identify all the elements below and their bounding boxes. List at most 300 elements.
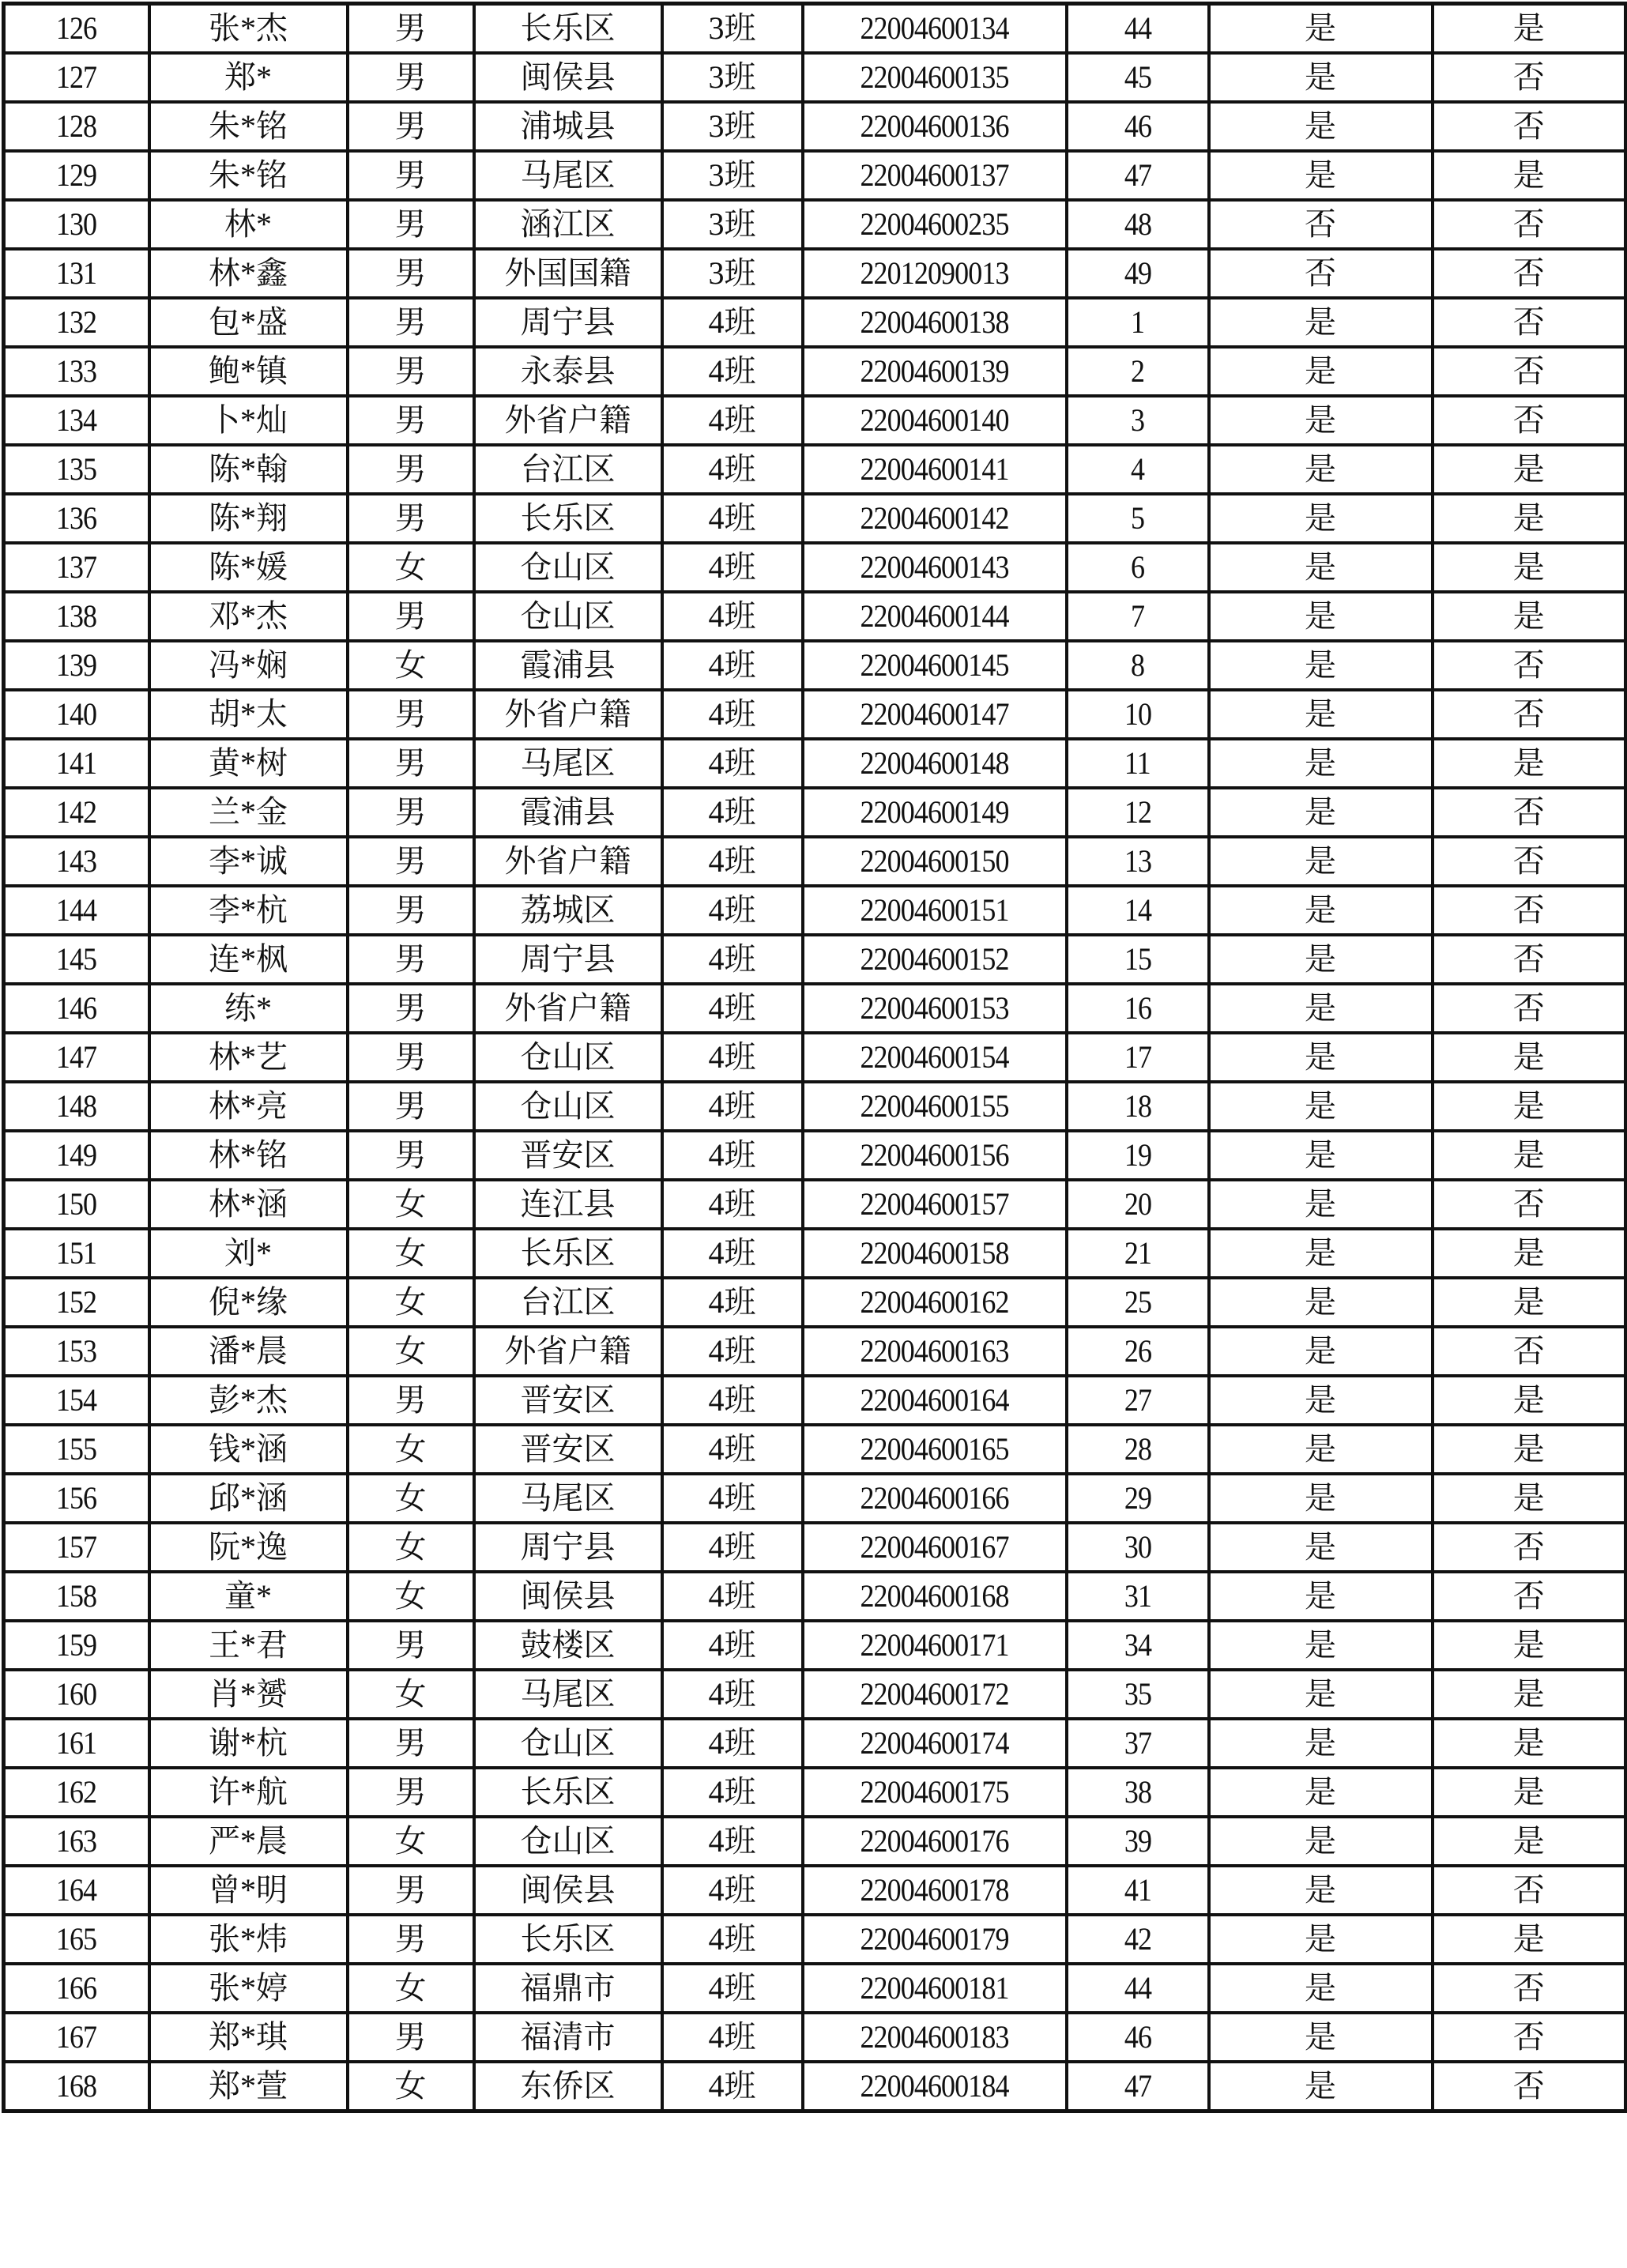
student-id-cell-text: 22004600178 bbox=[860, 1872, 1009, 1908]
flag-a-cell-text: 是 bbox=[1305, 402, 1336, 438]
district-cell-text: 仓山区 bbox=[520, 598, 616, 634]
student-name-cell-text: 彭*杰 bbox=[209, 1382, 288, 1418]
seat-number-cell-text: 31 bbox=[1124, 1578, 1151, 1614]
row-number-cell-text: 158 bbox=[56, 1578, 97, 1614]
flag-b-cell bbox=[1433, 788, 1626, 837]
class-cell-text: 4班 bbox=[708, 843, 756, 879]
student-name-cell-text: 林* bbox=[224, 206, 272, 242]
row-number-cell bbox=[4, 1915, 149, 1964]
flag-b-cell-text: 是 bbox=[1512, 451, 1545, 487]
seat-number-cell-text: 44 bbox=[1124, 10, 1151, 46]
flag-b-cell-text: 否 bbox=[1512, 794, 1545, 830]
seat-number-cell-text: 34 bbox=[1124, 1627, 1151, 1663]
table-body bbox=[4, 4, 1626, 2112]
row-number-cell-text: 140 bbox=[56, 696, 97, 732]
student-name-cell bbox=[149, 53, 348, 102]
class-cell-text: 4班 bbox=[708, 2068, 756, 2104]
district-cell-text: 马尾区 bbox=[520, 745, 616, 781]
gender-cell-text: 男 bbox=[394, 1039, 427, 1075]
flag-b-cell bbox=[1433, 935, 1626, 984]
student-id-cell-text: 22012090013 bbox=[860, 255, 1009, 291]
row-number-cell bbox=[4, 151, 149, 200]
district-cell bbox=[474, 935, 662, 984]
flag-a-cell bbox=[1209, 1523, 1433, 1572]
class-cell bbox=[662, 1523, 803, 1572]
student-name-cell bbox=[149, 1376, 348, 1425]
flag-a-cell-text: 是 bbox=[1305, 549, 1336, 585]
student-id-cell-text: 22004600135 bbox=[860, 59, 1009, 95]
seat-number-cell bbox=[1067, 396, 1209, 445]
row-number-cell-text: 155 bbox=[56, 1431, 97, 1467]
gender-cell bbox=[348, 1964, 474, 2013]
seat-number-cell-text: 5 bbox=[1130, 500, 1145, 536]
gender-cell-text: 男 bbox=[394, 1725, 427, 1761]
seat-number-cell bbox=[1067, 1866, 1209, 1915]
flag-b-cell-text: 是 bbox=[1512, 1676, 1545, 1712]
student-id-cell-text: 22004600144 bbox=[860, 598, 1009, 634]
seat-number-cell-text: 6 bbox=[1130, 549, 1145, 585]
class-cell-text: 4班 bbox=[708, 1921, 756, 1957]
flag-a-cell-text: 是 bbox=[1305, 10, 1336, 46]
flag-b-cell-text: 否 bbox=[1512, 2019, 1545, 2055]
student-name-cell bbox=[149, 2013, 348, 2062]
flag-b-cell-text: 是 bbox=[1512, 1039, 1545, 1075]
table-row bbox=[4, 1278, 1626, 1327]
student-name-cell-text: 邓*杰 bbox=[209, 598, 288, 634]
district-cell bbox=[474, 494, 662, 543]
student-name-cell-text: 郑*琪 bbox=[209, 2019, 288, 2055]
district-cell bbox=[474, 396, 662, 445]
district-cell bbox=[474, 1033, 662, 1082]
class-cell bbox=[662, 53, 803, 102]
class-cell bbox=[662, 1033, 803, 1082]
flag-b-cell bbox=[1433, 690, 1626, 739]
student-name-cell bbox=[149, 1229, 348, 1278]
seat-number-cell bbox=[1067, 1964, 1209, 2013]
seat-number-cell-text: 37 bbox=[1124, 1725, 1151, 1761]
gender-cell-text: 男 bbox=[394, 402, 427, 438]
seat-number-cell bbox=[1067, 1621, 1209, 1670]
flag-a-cell bbox=[1209, 886, 1433, 935]
flag-b-cell-text: 否 bbox=[1512, 941, 1545, 977]
student-id-cell bbox=[803, 151, 1067, 200]
flag-a-cell-text: 是 bbox=[1305, 1039, 1336, 1075]
class-cell-text: 4班 bbox=[708, 1725, 756, 1761]
table-row bbox=[4, 1327, 1626, 1376]
class-cell bbox=[662, 1572, 803, 1621]
seat-number-cell-text: 48 bbox=[1124, 206, 1151, 242]
gender-cell-text: 女 bbox=[394, 1284, 427, 1320]
district-cell bbox=[474, 102, 662, 151]
student-id-cell bbox=[803, 1915, 1067, 1964]
table-row bbox=[4, 592, 1626, 641]
flag-a-cell bbox=[1209, 935, 1433, 984]
student-name-cell-text: 张*杰 bbox=[209, 10, 288, 46]
class-cell bbox=[662, 249, 803, 298]
seat-number-cell-text: 39 bbox=[1124, 1823, 1151, 1859]
table-row bbox=[4, 102, 1626, 151]
row-number-cell-text: 151 bbox=[56, 1235, 97, 1271]
flag-b-cell bbox=[1433, 1523, 1626, 1572]
seat-number-cell-text: 20 bbox=[1124, 1186, 1151, 1222]
gender-cell-text: 男 bbox=[394, 255, 427, 291]
district-cell-text: 仓山区 bbox=[520, 1823, 616, 1859]
student-name-cell bbox=[149, 1964, 348, 2013]
student-name-cell-text: 朱*铭 bbox=[209, 108, 288, 144]
student-id-cell bbox=[803, 1474, 1067, 1523]
student-name-cell-text: 刘* bbox=[224, 1235, 272, 1271]
row-number-cell-text: 167 bbox=[56, 2019, 97, 2055]
student-id-cell-text: 22004600171 bbox=[860, 1627, 1009, 1663]
gender-cell bbox=[348, 1670, 474, 1719]
gender-cell-text: 男 bbox=[394, 843, 427, 879]
table-row bbox=[4, 935, 1626, 984]
class-cell bbox=[662, 1915, 803, 1964]
table-row bbox=[4, 1817, 1626, 1866]
row-number-cell bbox=[4, 200, 149, 249]
seat-number-cell bbox=[1067, 200, 1209, 249]
gender-cell-text: 男 bbox=[394, 892, 427, 928]
seat-number-cell bbox=[1067, 1278, 1209, 1327]
student-name-cell-text: 陈*翔 bbox=[209, 500, 288, 536]
student-id-cell-text: 22004600138 bbox=[860, 304, 1009, 340]
gender-cell-text: 男 bbox=[394, 1382, 427, 1418]
gender-cell-text: 男 bbox=[394, 108, 427, 144]
district-cell-text: 涵江区 bbox=[520, 206, 616, 242]
table-row bbox=[4, 1523, 1626, 1572]
seat-number-cell-text: 29 bbox=[1124, 1480, 1151, 1516]
district-cell bbox=[474, 1572, 662, 1621]
seat-number-cell bbox=[1067, 1376, 1209, 1425]
flag-b-cell bbox=[1433, 2013, 1626, 2062]
student-name-cell-text: 朱*铭 bbox=[209, 157, 288, 193]
district-cell bbox=[474, 1621, 662, 1670]
seat-number-cell bbox=[1067, 1719, 1209, 1768]
student-name-cell-text: 谢*杭 bbox=[209, 1725, 288, 1761]
row-number-cell-text: 148 bbox=[56, 1088, 97, 1124]
class-cell-text: 4班 bbox=[708, 1872, 756, 1908]
student-id-cell bbox=[803, 1572, 1067, 1621]
seat-number-cell-text: 7 bbox=[1130, 598, 1145, 634]
gender-cell bbox=[348, 249, 474, 298]
district-cell-text: 鼓楼区 bbox=[520, 1627, 616, 1663]
row-number-cell-text: 133 bbox=[56, 353, 97, 389]
gender-cell bbox=[348, 837, 474, 886]
class-cell-text: 3班 bbox=[708, 157, 756, 193]
flag-b-cell-text: 是 bbox=[1512, 1137, 1545, 1173]
flag-a-cell bbox=[1209, 347, 1433, 396]
flag-b-cell bbox=[1433, 641, 1626, 690]
flag-a-cell bbox=[1209, 1229, 1433, 1278]
table-row bbox=[4, 886, 1626, 935]
student-id-cell bbox=[803, 53, 1067, 102]
seat-number-cell bbox=[1067, 1915, 1209, 1964]
gender-cell-text: 女 bbox=[394, 1970, 427, 2006]
flag-a-cell-text: 是 bbox=[1305, 2068, 1336, 2104]
flag-a-cell-text: 是 bbox=[1305, 500, 1336, 536]
student-id-cell-text: 22004600140 bbox=[860, 402, 1009, 438]
flag-b-cell bbox=[1433, 347, 1626, 396]
flag-a-cell bbox=[1209, 2062, 1433, 2112]
row-number-cell bbox=[4, 984, 149, 1033]
flag-a-cell bbox=[1209, 53, 1433, 102]
row-number-cell bbox=[4, 543, 149, 592]
flag-a-cell bbox=[1209, 494, 1433, 543]
flag-b-cell-text: 是 bbox=[1512, 1921, 1545, 1957]
seat-number-cell-text: 46 bbox=[1124, 2019, 1151, 2055]
seat-number-cell bbox=[1067, 1768, 1209, 1817]
row-number-cell bbox=[4, 1719, 149, 1768]
flag-a-cell bbox=[1209, 1866, 1433, 1915]
student-name-cell bbox=[149, 102, 348, 151]
flag-a-cell bbox=[1209, 592, 1433, 641]
seat-number-cell bbox=[1067, 984, 1209, 1033]
table-row bbox=[4, 1033, 1626, 1082]
flag-a-cell-text: 是 bbox=[1305, 2019, 1336, 2055]
district-cell-text: 闽侯县 bbox=[520, 59, 616, 95]
flag-a-cell-text: 是 bbox=[1305, 1284, 1336, 1320]
seat-number-cell-text: 45 bbox=[1124, 59, 1151, 95]
table-row bbox=[4, 1229, 1626, 1278]
flag-a-cell-text: 是 bbox=[1305, 1333, 1336, 1369]
flag-b-cell-text: 否 bbox=[1512, 892, 1545, 928]
student-name-cell-text: 许*航 bbox=[209, 1774, 288, 1810]
district-cell bbox=[474, 984, 662, 1033]
student-name-cell bbox=[149, 1327, 348, 1376]
class-cell-text: 4班 bbox=[708, 1088, 756, 1124]
student-id-cell-text: 22004600175 bbox=[860, 1774, 1009, 1810]
student-id-cell bbox=[803, 1523, 1067, 1572]
flag-b-cell bbox=[1433, 200, 1626, 249]
class-cell bbox=[662, 543, 803, 592]
gender-cell bbox=[348, 1866, 474, 1915]
student-name-cell bbox=[149, 249, 348, 298]
flag-a-cell bbox=[1209, 298, 1433, 347]
seat-number-cell bbox=[1067, 935, 1209, 984]
student-name-cell-text: 林*鑫 bbox=[209, 255, 288, 291]
student-id-cell-text: 22004600150 bbox=[860, 843, 1009, 879]
flag-a-cell bbox=[1209, 1131, 1433, 1180]
flag-b-cell bbox=[1433, 543, 1626, 592]
table-row bbox=[4, 1964, 1626, 2013]
flag-a-cell-text: 是 bbox=[1305, 1137, 1336, 1173]
row-number-cell bbox=[4, 2062, 149, 2112]
flag-a-cell-text: 是 bbox=[1305, 1627, 1336, 1663]
flag-b-cell-text: 否 bbox=[1512, 1970, 1545, 2006]
student-id-cell bbox=[803, 1670, 1067, 1719]
district-cell bbox=[474, 1523, 662, 1572]
class-cell bbox=[662, 1131, 803, 1180]
seat-number-cell bbox=[1067, 298, 1209, 347]
student-name-cell bbox=[149, 592, 348, 641]
class-cell bbox=[662, 1670, 803, 1719]
student-name-cell bbox=[149, 1082, 348, 1131]
district-cell-text: 永泰县 bbox=[520, 353, 616, 389]
district-cell-text: 霞浦县 bbox=[520, 647, 616, 683]
row-number-cell bbox=[4, 1131, 149, 1180]
row-number-cell-text: 152 bbox=[56, 1284, 97, 1320]
class-cell bbox=[662, 2062, 803, 2112]
student-id-cell bbox=[803, 1768, 1067, 1817]
student-name-cell-text: 曾*明 bbox=[209, 1872, 288, 1908]
student-id-cell-text: 22004600164 bbox=[860, 1382, 1009, 1418]
seat-number-cell bbox=[1067, 1131, 1209, 1180]
district-cell bbox=[474, 1719, 662, 1768]
flag-b-cell-text: 是 bbox=[1512, 500, 1545, 536]
row-number-cell-text: 131 bbox=[56, 255, 97, 291]
student-id-cell bbox=[803, 641, 1067, 690]
seat-number-cell-text: 2 bbox=[1130, 353, 1145, 389]
class-cell-text: 4班 bbox=[708, 1774, 756, 1810]
flag-b-cell bbox=[1433, 1964, 1626, 2013]
gender-cell bbox=[348, 151, 474, 200]
row-number-cell bbox=[4, 102, 149, 151]
student-name-cell-text: 郑* bbox=[224, 59, 272, 95]
flag-b-cell-text: 否 bbox=[1512, 206, 1545, 242]
gender-cell bbox=[348, 886, 474, 935]
student-id-cell bbox=[803, 837, 1067, 886]
class-cell-text: 4班 bbox=[708, 1480, 756, 1516]
gender-cell-text: 男 bbox=[394, 353, 427, 389]
student-id-cell bbox=[803, 935, 1067, 984]
table-row bbox=[4, 1866, 1626, 1915]
gender-cell bbox=[348, 200, 474, 249]
row-number-cell-text: 163 bbox=[56, 1823, 97, 1859]
class-cell-text: 4班 bbox=[708, 647, 756, 683]
student-id-cell-text: 22004600167 bbox=[860, 1529, 1009, 1565]
gender-cell-text: 男 bbox=[394, 500, 427, 536]
class-cell-text: 3班 bbox=[708, 206, 756, 242]
flag-a-cell bbox=[1209, 1327, 1433, 1376]
seat-number-cell-text: 42 bbox=[1124, 1921, 1151, 1957]
gender-cell bbox=[348, 1474, 474, 1523]
class-cell-text: 4班 bbox=[708, 892, 756, 928]
gender-cell bbox=[348, 347, 474, 396]
flag-b-cell bbox=[1433, 1229, 1626, 1278]
class-cell bbox=[662, 494, 803, 543]
district-cell-text: 福清市 bbox=[520, 2019, 616, 2055]
flag-b-cell-text: 是 bbox=[1512, 598, 1545, 634]
district-cell-text: 长乐区 bbox=[520, 1921, 616, 1957]
student-id-cell-text: 22004600142 bbox=[860, 500, 1009, 536]
district-cell-text: 晋安区 bbox=[520, 1431, 616, 1467]
row-number-cell bbox=[4, 641, 149, 690]
class-cell bbox=[662, 641, 803, 690]
flag-a-cell bbox=[1209, 690, 1433, 739]
flag-a-cell-text: 是 bbox=[1305, 1529, 1336, 1565]
table-row bbox=[4, 641, 1626, 690]
table-row bbox=[4, 1082, 1626, 1131]
class-cell-text: 4班 bbox=[708, 1039, 756, 1075]
row-number-cell bbox=[4, 1425, 149, 1474]
student-id-cell-text: 22004600152 bbox=[860, 941, 1009, 977]
class-cell bbox=[662, 739, 803, 788]
row-number-cell bbox=[4, 1082, 149, 1131]
student-id-cell-text: 22004600137 bbox=[860, 157, 1009, 193]
student-name-cell bbox=[149, 788, 348, 837]
district-cell-text: 马尾区 bbox=[520, 157, 616, 193]
row-number-cell-text: 166 bbox=[56, 1970, 97, 2006]
student-name-cell-text: 童* bbox=[224, 1578, 272, 1614]
student-id-cell-text: 22004600158 bbox=[860, 1235, 1009, 1271]
seat-number-cell-text: 30 bbox=[1124, 1529, 1151, 1565]
seat-number-cell-text: 16 bbox=[1124, 990, 1151, 1026]
district-cell bbox=[474, 1817, 662, 1866]
district-cell bbox=[474, 53, 662, 102]
class-cell bbox=[662, 690, 803, 739]
district-cell-text: 仓山区 bbox=[520, 1725, 616, 1761]
flag-a-cell-text: 是 bbox=[1305, 598, 1336, 634]
flag-b-cell bbox=[1433, 592, 1626, 641]
gender-cell bbox=[348, 4, 474, 54]
class-cell bbox=[662, 151, 803, 200]
student-name-cell-text: 陈*翰 bbox=[209, 451, 288, 487]
student-id-cell-text: 22004600174 bbox=[860, 1725, 1009, 1761]
row-number-cell-text: 139 bbox=[56, 647, 97, 683]
row-number-cell bbox=[4, 2013, 149, 2062]
student-id-cell bbox=[803, 1180, 1067, 1229]
flag-a-cell bbox=[1209, 1621, 1433, 1670]
row-number-cell bbox=[4, 1180, 149, 1229]
flag-a-cell bbox=[1209, 102, 1433, 151]
gender-cell-text: 女 bbox=[394, 549, 427, 585]
row-number-cell bbox=[4, 592, 149, 641]
table-row bbox=[4, 298, 1626, 347]
seat-number-cell-text: 47 bbox=[1124, 2068, 1151, 2104]
district-cell bbox=[474, 4, 662, 54]
district-cell-text: 东侨区 bbox=[520, 2068, 616, 2104]
student-id-cell bbox=[803, 739, 1067, 788]
district-cell-text: 周宁县 bbox=[520, 941, 616, 977]
seat-number-cell-text: 26 bbox=[1124, 1333, 1151, 1369]
gender-cell-text: 男 bbox=[394, 59, 427, 95]
flag-b-cell-text: 否 bbox=[1512, 1872, 1545, 1908]
student-id-cell bbox=[803, 788, 1067, 837]
district-cell bbox=[474, 1670, 662, 1719]
gender-cell bbox=[348, 1523, 474, 1572]
flag-b-cell bbox=[1433, 886, 1626, 935]
student-name-cell-text: 潘*晨 bbox=[209, 1333, 288, 1369]
student-name-cell bbox=[149, 1474, 348, 1523]
seat-number-cell bbox=[1067, 1474, 1209, 1523]
seat-number-cell-text: 4 bbox=[1130, 451, 1145, 487]
student-id-cell-text: 22004600143 bbox=[860, 549, 1009, 585]
flag-a-cell-text: 是 bbox=[1305, 745, 1336, 781]
flag-a-cell-text: 是 bbox=[1305, 1088, 1336, 1124]
row-number-cell bbox=[4, 53, 149, 102]
row-number-cell bbox=[4, 886, 149, 935]
flag-b-cell bbox=[1433, 396, 1626, 445]
student-name-cell bbox=[149, 886, 348, 935]
district-cell-text: 长乐区 bbox=[520, 500, 616, 536]
flag-b-cell bbox=[1433, 445, 1626, 494]
student-id-cell-text: 22004600162 bbox=[860, 1284, 1009, 1320]
flag-a-cell-text: 是 bbox=[1305, 1480, 1336, 1516]
seat-number-cell bbox=[1067, 53, 1209, 102]
gender-cell-text: 男 bbox=[394, 10, 427, 46]
gender-cell bbox=[348, 543, 474, 592]
flag-b-cell-text: 否 bbox=[1512, 1333, 1545, 1369]
flag-b-cell bbox=[1433, 1180, 1626, 1229]
student-name-cell bbox=[149, 494, 348, 543]
student-name-cell-text: 林*亮 bbox=[209, 1088, 288, 1124]
student-id-cell-text: 22004600163 bbox=[860, 1333, 1009, 1369]
flag-a-cell-text: 是 bbox=[1305, 990, 1336, 1026]
student-id-cell bbox=[803, 4, 1067, 54]
table-row bbox=[4, 1670, 1626, 1719]
row-number-cell bbox=[4, 690, 149, 739]
student-id-cell bbox=[803, 1376, 1067, 1425]
